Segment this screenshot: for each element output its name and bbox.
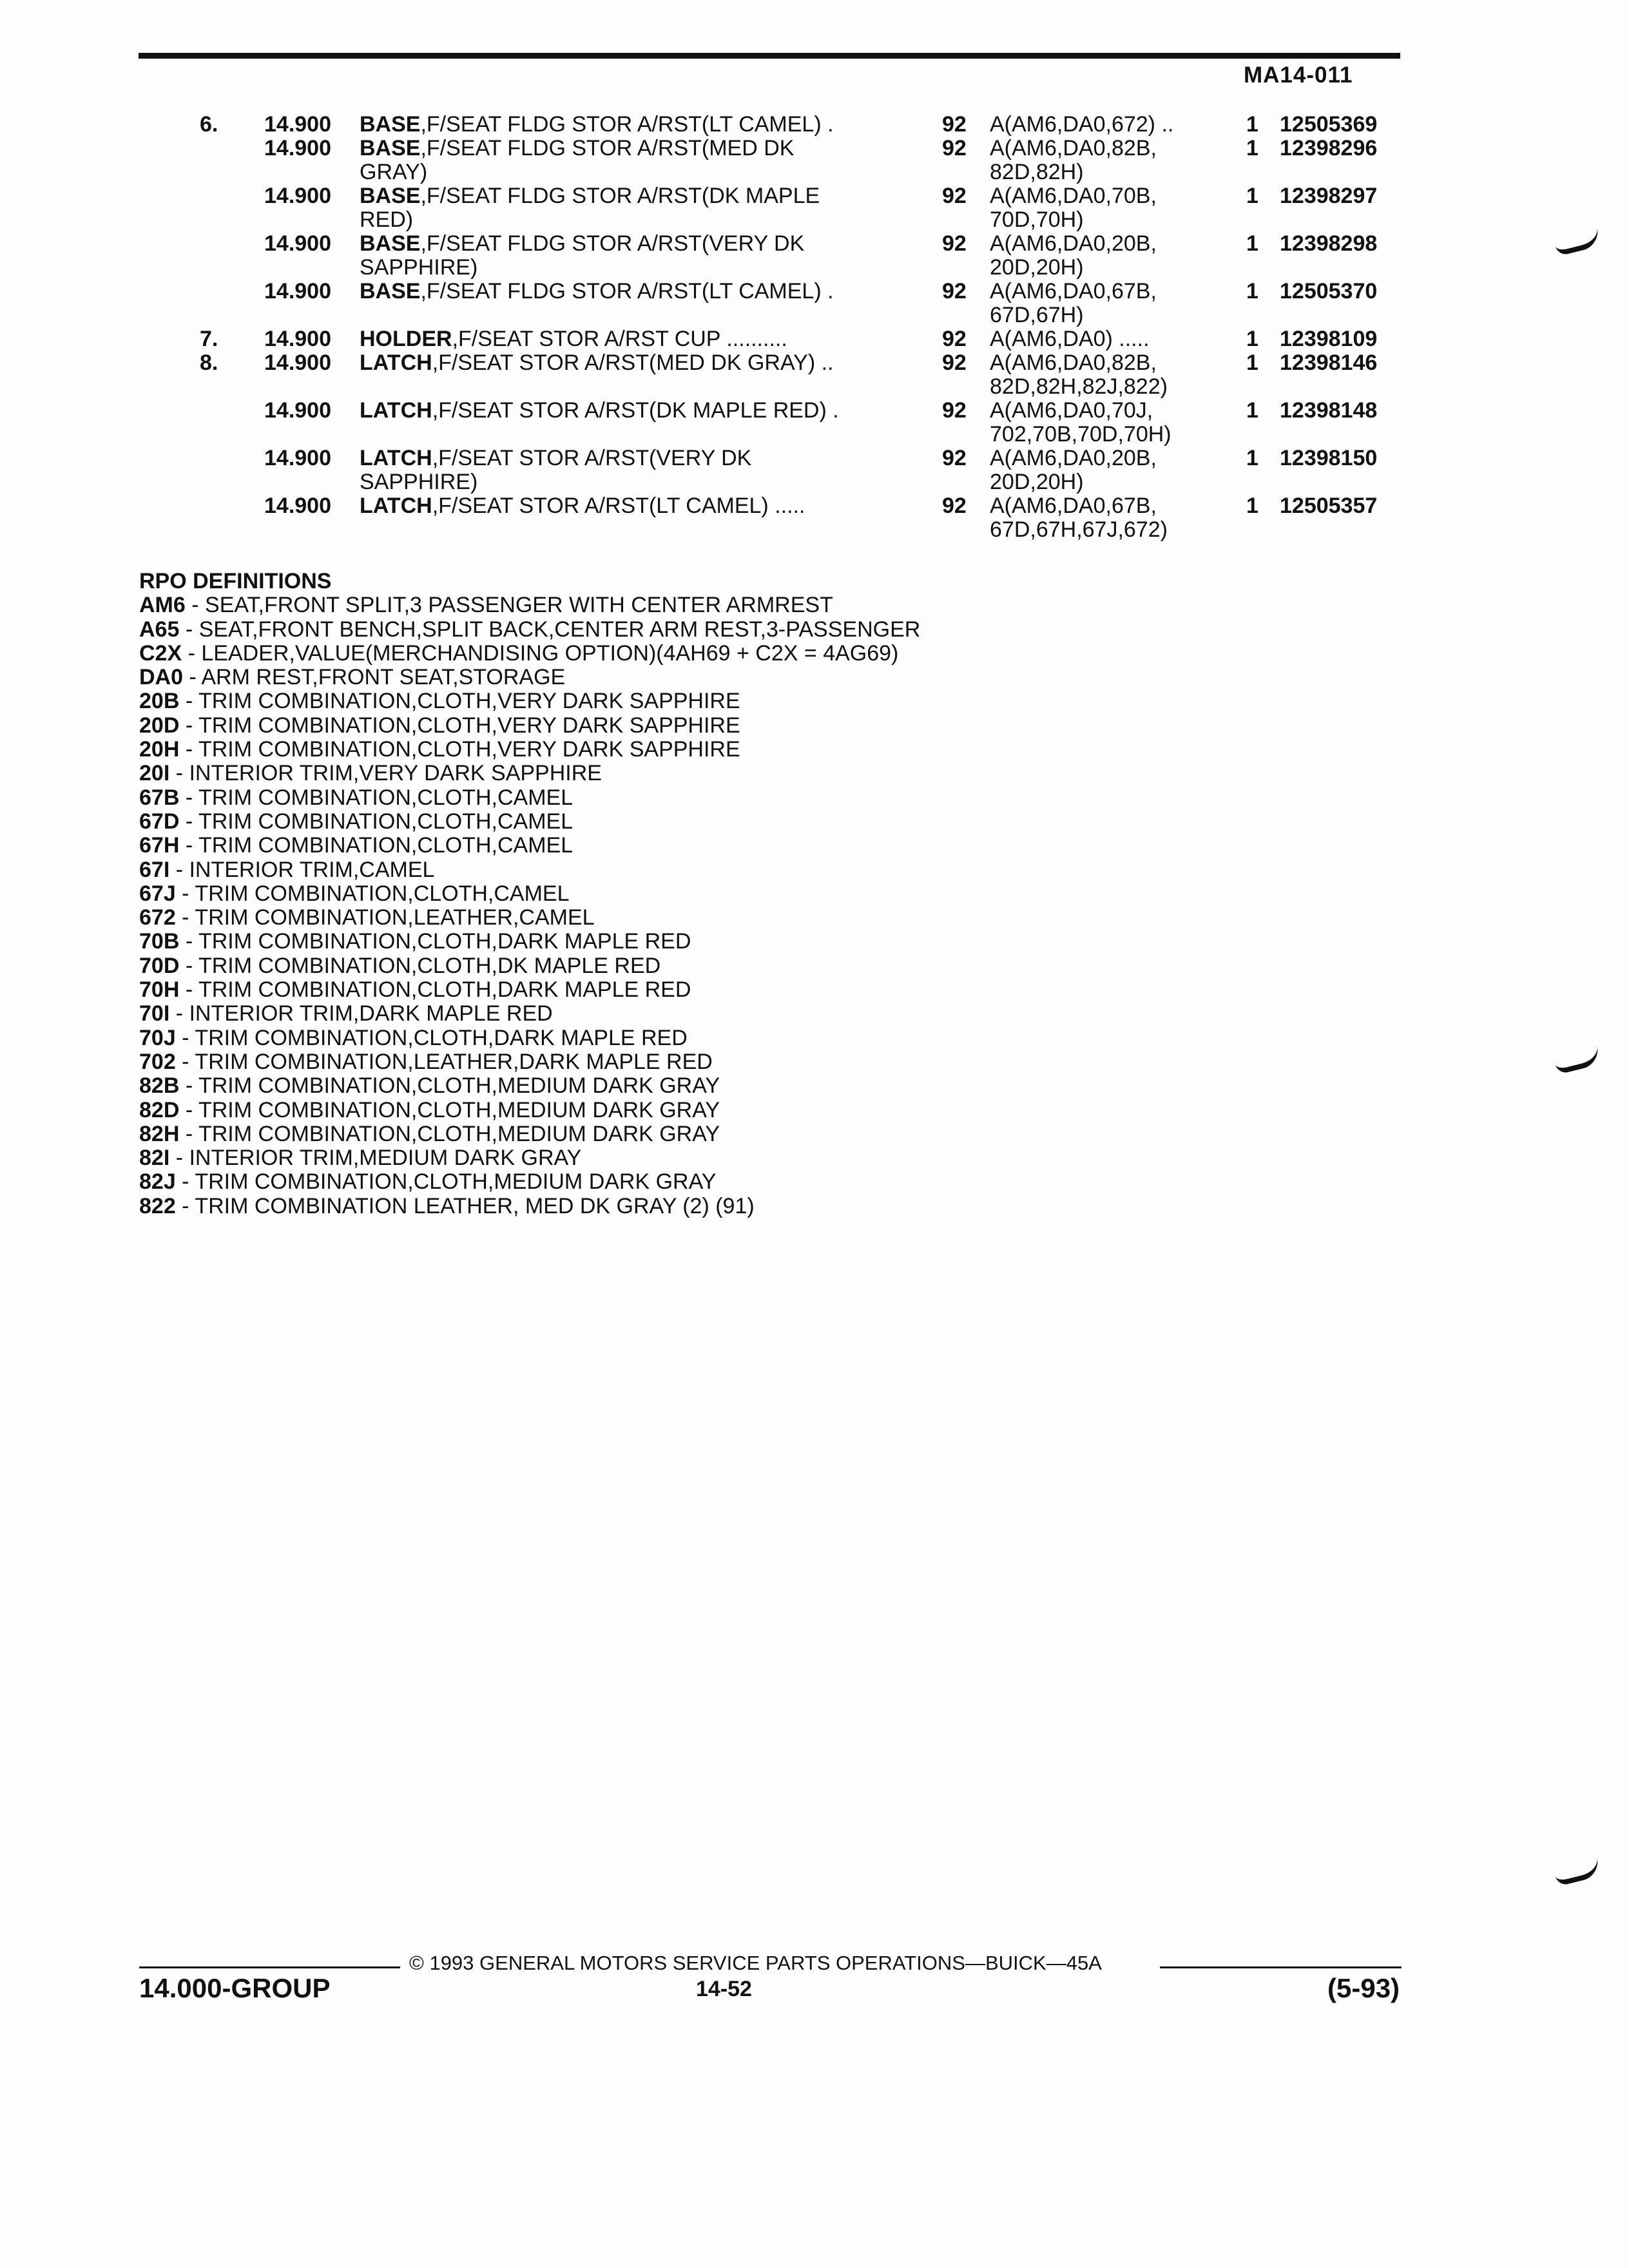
- group-number: 14.900: [264, 136, 331, 160]
- leader-dots: .: [827, 279, 834, 303]
- rpo-code: 82I: [139, 1146, 170, 1171]
- part-number: 12398296: [1280, 136, 1378, 160]
- usage-codes-continuation: 20D,20H): [990, 470, 1084, 494]
- rpo-description: - TRIM COMBINATION,CLOTH,DK MAPLE RED: [179, 953, 661, 978]
- doc-code: MA14-011: [1244, 62, 1353, 88]
- item-number: 7.: [200, 327, 218, 351]
- rpo-description: - TRIM COMBINATION,CLOTH,MEDIUM DARK GRAY: [179, 1073, 720, 1099]
- parts-row-continuation: [0, 423, 1629, 447]
- rpo-definitions: [139, 570, 920, 1218]
- part-number: 12398297: [1280, 184, 1378, 208]
- rpo-code: 702: [139, 1049, 176, 1074]
- parts-row: [0, 399, 1629, 423]
- leader-dots: ..........: [726, 327, 787, 351]
- part-description-text: ,F/SEAT FLDG STOR A/RST(LT CAMEL): [420, 279, 822, 303]
- rpo-item: [139, 738, 920, 762]
- group-number: 14.900: [264, 494, 331, 518]
- rpo-code: A65: [139, 617, 180, 642]
- rpo-item: [139, 858, 920, 882]
- parts-row-continuation: [0, 303, 1629, 327]
- parts-row: [0, 113, 1629, 137]
- rpo-description: - TRIM COMBINATION,CLOTH,CAMEL: [179, 785, 574, 810]
- usage-codes: [990, 447, 1157, 470]
- rpo-item: [139, 666, 920, 689]
- rpo-item: [139, 786, 920, 810]
- rpo-item: [139, 930, 920, 954]
- part-number: 12505369: [1280, 112, 1378, 137]
- rpo-description: - TRIM COMBINATION,CLOTH,VERY DARK SAPPHIRE: [179, 737, 740, 762]
- rpo-description: - TRIM COMBINATION,CLOTH,VERY DARK SAPPHIRE: [179, 689, 740, 714]
- rpo-description: - INTERIOR TRIM,MEDIUM DARK GRAY: [169, 1146, 582, 1171]
- rpo-item: [139, 1099, 920, 1122]
- part-name: HOLDER: [360, 327, 452, 351]
- part-name: BASE: [360, 112, 421, 137]
- rpo-list: [139, 593, 920, 1218]
- group-number: 14.900: [264, 112, 331, 137]
- part-description-continuation: GRAY): [360, 160, 428, 184]
- rpo-code: 82J: [139, 1169, 176, 1195]
- usage-codes-continuation: 67D,67H,67J,672): [990, 517, 1168, 542]
- leader-dots: ..: [821, 351, 834, 375]
- usage-codes: [990, 327, 1150, 351]
- part-number: 12398146: [1280, 351, 1378, 375]
- rpo-description: - TRIM COMBINATION,CLOTH,VERY DARK SAPPHIRE: [179, 713, 740, 738]
- model-year: 92: [942, 351, 967, 375]
- part-description-text: ,F/SEAT STOR A/RST(DK MAPLE RED): [432, 398, 827, 423]
- rpo-description: - TRIM COMBINATION,LEATHER,DARK MAPLE RED: [175, 1049, 713, 1074]
- rpo-description: - TRIM COMBINATION,LEATHER,CAMEL: [175, 905, 595, 930]
- parts-row: [0, 137, 1629, 160]
- rpo-code: 70J: [139, 1025, 176, 1050]
- group-number: 14.900: [264, 279, 331, 303]
- footer-rule-left: [139, 1966, 400, 1968]
- parts-row-continuation: [0, 518, 1629, 542]
- rpo-item: [139, 954, 920, 978]
- rpo-code: 20H: [139, 737, 180, 762]
- rpo-code: 20D: [139, 713, 180, 738]
- quantity: 1: [1246, 398, 1258, 423]
- usage-codes: [990, 351, 1157, 375]
- item-number: 8.: [200, 351, 218, 375]
- leader-dots: .: [833, 398, 839, 423]
- rpo-description: - TRIM COMBINATION,CLOTH,MEDIUM DARK GRAY: [179, 1097, 720, 1122]
- rpo-item: [139, 834, 920, 858]
- parts-row: [0, 232, 1629, 256]
- part-description: [360, 494, 805, 518]
- parts-row-continuation: [0, 256, 1629, 280]
- usage-codes-continuation: 702,70B,70D,70H): [990, 422, 1171, 447]
- rpo-item: [139, 762, 920, 785]
- rpo-item: [139, 810, 920, 834]
- rpo-description: - ARM REST,FRONT SEAT,STORAGE: [183, 665, 566, 690]
- rpo-description: - TRIM COMBINATION,CLOTH,CAMEL: [175, 881, 570, 906]
- rpo-item: [139, 1170, 920, 1194]
- parts-row: [0, 184, 1629, 208]
- group-number: 14.900: [264, 327, 331, 351]
- part-description: [360, 351, 834, 375]
- usage-codes-continuation: 82D,82H): [990, 160, 1084, 184]
- rpo-code: AM6: [139, 593, 186, 618]
- rpo-description: - SEAT,FRONT SPLIT,3 PASSENGER WITH CENTER ARMREST: [185, 593, 833, 618]
- footer-rule-right: [1160, 1966, 1402, 1968]
- top-rule: [139, 53, 1400, 59]
- model-year: 92: [942, 446, 967, 470]
- footer-date: (5-93): [1327, 1973, 1400, 2003]
- group-number: 14.900: [264, 398, 331, 423]
- item-number: 6.: [200, 112, 218, 137]
- leader-dots: ..: [1161, 112, 1174, 137]
- usage-codes-continuation: 67D,67H): [990, 303, 1084, 327]
- rpo-code: C2X: [139, 640, 182, 666]
- usage-codes: [990, 232, 1157, 256]
- part-description: [360, 447, 751, 470]
- rpo-item: [139, 1122, 920, 1146]
- rpo-title: RPO DEFINITIONS: [139, 569, 332, 593]
- model-year: 92: [942, 112, 967, 137]
- rpo-description: - TRIM COMBINATION,CLOTH,DARK MAPLE RED: [179, 929, 691, 954]
- rpo-description: - INTERIOR TRIM,CAMEL: [169, 857, 435, 882]
- rpo-code: 67D: [139, 809, 180, 834]
- rpo-code: 67I: [139, 857, 170, 882]
- usage-codes: [990, 280, 1157, 303]
- part-description-continuation: SAPPHIRE): [360, 470, 478, 494]
- part-description-text: ,F/SEAT STOR A/RST CUP: [452, 327, 720, 351]
- part-number: 12398298: [1280, 231, 1378, 256]
- rpo-item: [139, 1195, 920, 1218]
- rpo-description: - INTERIOR TRIM,DARK MAPLE RED: [169, 1001, 553, 1026]
- rpo-item: [139, 1050, 920, 1074]
- part-description-text: ,F/SEAT FLDG STOR A/RST(LT CAMEL): [420, 112, 822, 137]
- model-year: 92: [942, 327, 967, 351]
- model-year: 92: [942, 136, 967, 160]
- usage-codes-continuation: 70D,70H): [990, 207, 1084, 232]
- quantity: 1: [1246, 279, 1258, 303]
- footer-group: 14.000-GROUP: [139, 1973, 331, 2003]
- part-description-continuation: SAPPHIRE): [360, 255, 478, 280]
- rpo-description: - TRIM COMBINATION,CLOTH,CAMEL: [179, 833, 574, 858]
- rpo-code: 70H: [139, 977, 180, 1003]
- rpo-description: - TRIM COMBINATION,CLOTH,DARK MAPLE RED: [179, 977, 691, 1003]
- parts-row: [0, 494, 1629, 518]
- part-name: LATCH: [360, 494, 432, 518]
- rpo-description: - TRIM COMBINATION,CLOTH,MEDIUM DARK GRAY: [175, 1169, 717, 1195]
- parts-row: [0, 327, 1629, 351]
- usage-codes-text: A(AM6,DA0,67B,: [990, 494, 1157, 518]
- rpo-item: [139, 1026, 920, 1050]
- leader-dots: .....: [775, 494, 805, 518]
- part-description-text: ,F/SEAT STOR A/RST(VERY DK: [432, 446, 752, 470]
- rpo-code: 822: [139, 1193, 176, 1218]
- quantity: 1: [1246, 136, 1258, 160]
- part-description: [360, 327, 787, 351]
- part-name: BASE: [360, 231, 421, 256]
- usage-codes-text: A(AM6,DA0,20B,: [990, 231, 1157, 256]
- part-description-text: ,F/SEAT FLDG STOR A/RST(VERY DK: [420, 231, 805, 256]
- rpo-description: - LEADER,VALUE(MERCHANDISING OPTION)(4AH69 + C2X = 4AG69): [182, 640, 899, 666]
- rpo-item: [139, 1002, 920, 1026]
- part-description: [360, 232, 804, 256]
- footer-page-number: 14-52: [696, 1977, 752, 2001]
- part-description-text: ,F/SEAT FLDG STOR A/RST(DK MAPLE: [420, 184, 820, 208]
- part-description: [360, 113, 834, 137]
- rpo-description: - INTERIOR TRIM,VERY DARK SAPPHIRE: [169, 761, 602, 786]
- rpo-item: [139, 593, 920, 617]
- usage-codes-text: A(AM6,DA0,82B,: [990, 351, 1157, 375]
- rpo-code: 67B: [139, 785, 180, 810]
- model-year: 92: [942, 279, 967, 303]
- parts-row: [0, 447, 1629, 470]
- usage-codes-continuation: 20D,20H): [990, 255, 1084, 280]
- parts-row-continuation: [0, 470, 1629, 494]
- usage-codes-continuation: 82D,82H,82J,822): [990, 374, 1168, 399]
- rpo-description: - TRIM COMBINATION LEATHER, MED DK GRAY (2) (91): [175, 1193, 755, 1218]
- usage-codes: [990, 494, 1157, 518]
- model-year: 92: [942, 494, 967, 518]
- part-description: [360, 399, 839, 423]
- leader-dots: .: [827, 112, 834, 137]
- part-description: [360, 280, 834, 303]
- part-description-text: ,F/SEAT STOR A/RST(MED DK GRAY): [432, 351, 816, 375]
- quantity: 1: [1246, 327, 1258, 351]
- rpo-item: [139, 906, 920, 930]
- usage-codes: [990, 137, 1157, 160]
- rpo-item: [139, 642, 920, 666]
- quantity: 1: [1246, 184, 1258, 208]
- binder-hole-mark: [1553, 1857, 1601, 1887]
- usage-codes-text: A(AM6,DA0,82B,: [990, 136, 1157, 160]
- part-name: LATCH: [360, 351, 432, 375]
- rpo-description: - TRIM COMBINATION,CLOTH,MEDIUM DARK GRAY: [179, 1121, 720, 1146]
- rpo-code: 70B: [139, 929, 180, 954]
- rpo-code: 82B: [139, 1073, 180, 1099]
- rpo-code: 82D: [139, 1097, 180, 1122]
- part-number: 12398109: [1280, 327, 1378, 351]
- group-number: 14.900: [264, 231, 331, 256]
- rpo-code: 20B: [139, 689, 180, 714]
- rpo-item: [139, 1146, 920, 1170]
- part-number: 12505357: [1280, 494, 1378, 518]
- part-number: 12505370: [1280, 279, 1378, 303]
- model-year: 92: [942, 398, 967, 423]
- rpo-description: - SEAT,FRONT BENCH,SPLIT BACK,CENTER ARM REST,3-PASSENGER: [179, 617, 921, 642]
- part-name: BASE: [360, 279, 421, 303]
- group-number: 14.900: [264, 446, 331, 470]
- part-description: [360, 184, 820, 208]
- quantity: 1: [1246, 231, 1258, 256]
- part-description-continuation: RED): [360, 207, 414, 232]
- rpo-code: 20I: [139, 761, 170, 786]
- model-year: 92: [942, 184, 967, 208]
- parts-row: [0, 280, 1629, 303]
- parts-row: [0, 351, 1629, 375]
- rpo-description: - TRIM COMBINATION,CLOTH,DARK MAPLE RED: [175, 1025, 688, 1050]
- rpo-code: 82H: [139, 1121, 180, 1146]
- usage-codes-text: A(AM6,DA0,672): [990, 112, 1155, 137]
- rpo-code: 70D: [139, 953, 180, 978]
- rpo-item: [139, 618, 920, 642]
- rpo-item: [139, 978, 920, 1002]
- parts-row-continuation: [0, 375, 1629, 399]
- rpo-description: - TRIM COMBINATION,CLOTH,CAMEL: [179, 809, 574, 834]
- model-year: 92: [942, 231, 967, 256]
- part-name: LATCH: [360, 398, 432, 423]
- rpo-code: 67J: [139, 881, 176, 906]
- part-description-text: ,F/SEAT FLDG STOR A/RST(MED DK: [420, 136, 795, 160]
- part-name: BASE: [360, 136, 421, 160]
- quantity: 1: [1246, 112, 1258, 137]
- group-number: 14.900: [264, 351, 331, 375]
- rpo-code: 70I: [139, 1001, 170, 1026]
- quantity: 1: [1246, 494, 1258, 518]
- group-number: 14.900: [264, 184, 331, 208]
- parts-list: [0, 113, 1629, 542]
- part-description: [360, 137, 794, 160]
- part-name: BASE: [360, 184, 421, 208]
- usage-codes: [990, 113, 1173, 137]
- usage-codes-text: A(AM6,DA0,70B,: [990, 184, 1157, 208]
- rpo-item: [139, 882, 920, 906]
- part-description-text: ,F/SEAT STOR A/RST(LT CAMEL): [432, 494, 769, 518]
- rpo-item: [139, 714, 920, 738]
- footer-copyright: © 1993 GENERAL MOTORS SERVICE PARTS OPERATIONS—BUICK—45A: [409, 1952, 1102, 1974]
- usage-codes-text: A(AM6,DA0,70J,: [990, 398, 1153, 423]
- rpo-code: 67H: [139, 833, 180, 858]
- quantity: 1: [1246, 446, 1258, 470]
- usage-codes-text: A(AM6,DA0,20B,: [990, 446, 1157, 470]
- part-name: LATCH: [360, 446, 432, 470]
- part-number: 12398150: [1280, 446, 1378, 470]
- usage-codes-text: A(AM6,DA0): [990, 327, 1113, 351]
- part-number: 12398148: [1280, 398, 1378, 423]
- usage-codes-text: A(AM6,DA0,67B,: [990, 279, 1157, 303]
- rpo-item: [139, 689, 920, 713]
- usage-codes: [990, 184, 1157, 208]
- rpo-item: [139, 1074, 920, 1098]
- rpo-code: DA0: [139, 665, 184, 690]
- rpo-code: 672: [139, 905, 176, 930]
- leader-dots: .....: [1119, 327, 1150, 351]
- parts-row-continuation: [0, 208, 1629, 232]
- binder-hole-mark: [1553, 1045, 1601, 1075]
- usage-codes: [990, 399, 1153, 423]
- parts-row-continuation: [0, 160, 1629, 184]
- quantity: 1: [1246, 351, 1258, 375]
